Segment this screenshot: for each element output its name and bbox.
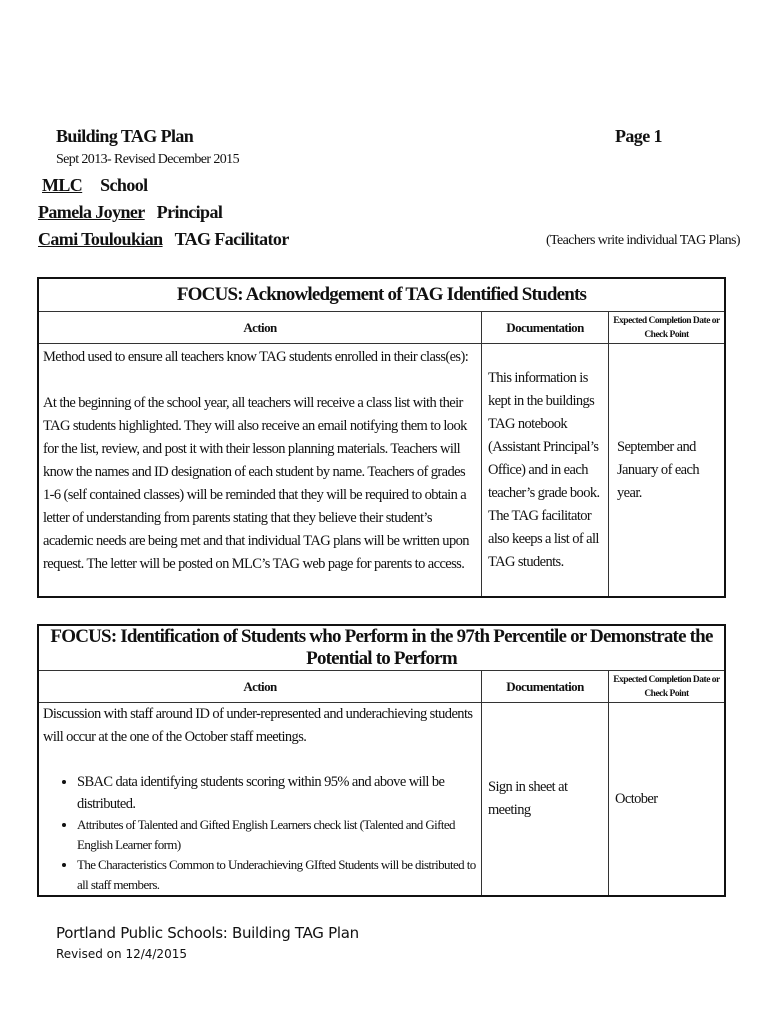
focus-table-identification [37, 624, 726, 897]
date-cell: September and January of each year. [609, 344, 726, 598]
documentation-cell: Sign in sheet at meeting [482, 703, 609, 897]
action-cell [38, 344, 482, 598]
col-date: Expected Completion Date or Check Point [609, 312, 726, 344]
footer-revised: Revised on 12/4/2015 [56, 947, 187, 961]
principal-label: Principal [156, 202, 223, 222]
school-label: School [100, 175, 148, 195]
action-body: At the beginning of the school year, all teachers will receive a class list with their TAG students highlighted. They will also receive an email notifying them to look for the list, review, and post it with their lesson planning materials. Teachers will know the names and ID designation of each student by name. Teachers of grades 1-6 (self contained classes) will be reminded that they will be required to obtain a letter of understanding from parents stating that they believe their student’s academic needs are being met and that individual TAG plans will be written upon request. The letter will be posted on MLC’s TAG web page for parents to access. [43, 395, 469, 572]
documentation-cell: This information is kept in the buildings TAG notebook (Assistant Principal’s Office) and in each teacher’s grade book. The TAG facilitator also keeps a list of all TAG students. [482, 344, 609, 598]
page-number: Page 1 [615, 126, 662, 146]
facilitator-name: Cami Touloukian [38, 229, 163, 249]
focus-title: FOCUS: Identification of Students who Perform in the 97th Percentile or Demonstrate the Potential to Perform [38, 625, 725, 671]
col-documentation: Documentation [482, 312, 609, 344]
principal-line [38, 202, 222, 223]
bullet-item: • Attributes of Talented and Gifted English Learners check list (Talented and Gifted English Learner form) [77, 815, 477, 855]
school-name: MLC [42, 175, 83, 195]
principal-name: Pamela Joyner [38, 202, 145, 222]
plans-note: (Teachers write individual TAG Plans) [546, 233, 740, 248]
bullet-item: • SBAC data identifying students scoring within 95% and above will be distributed. [77, 771, 477, 815]
action-intro: Method used to ensure all teachers know TAG students enrolled in their class(es): [43, 349, 469, 365]
school-line [38, 175, 148, 196]
col-action: Action [38, 671, 482, 703]
bullet-item: • The Characteristics Common to Underachieving GIfted Students will be distributed to all staff members. [77, 855, 477, 895]
action-cell [38, 703, 482, 897]
doc-subtitle: Sept 2013- Revised December 2015 [56, 152, 239, 167]
focus-title: FOCUS: Acknowledgement of TAG Identified Students [38, 278, 725, 312]
action-intro: Discussion with staff around ID of under-represented and underachieving students will occur at the one of the October staff meetings. [43, 706, 473, 745]
footer-title: Portland Public Schools: Building TAG Plan [56, 924, 359, 942]
facilitator-label: TAG Facilitator [174, 229, 289, 249]
facilitator-line [38, 229, 289, 250]
col-action: Action [38, 312, 482, 344]
col-date: Expected Completion Date or Check Point [609, 671, 726, 703]
date-cell: October [609, 703, 726, 897]
col-documentation: Documentation [482, 671, 609, 703]
focus-table-acknowledgement [37, 277, 726, 598]
doc-title: Building TAG Plan [56, 126, 194, 146]
action-bullets [43, 771, 477, 895]
